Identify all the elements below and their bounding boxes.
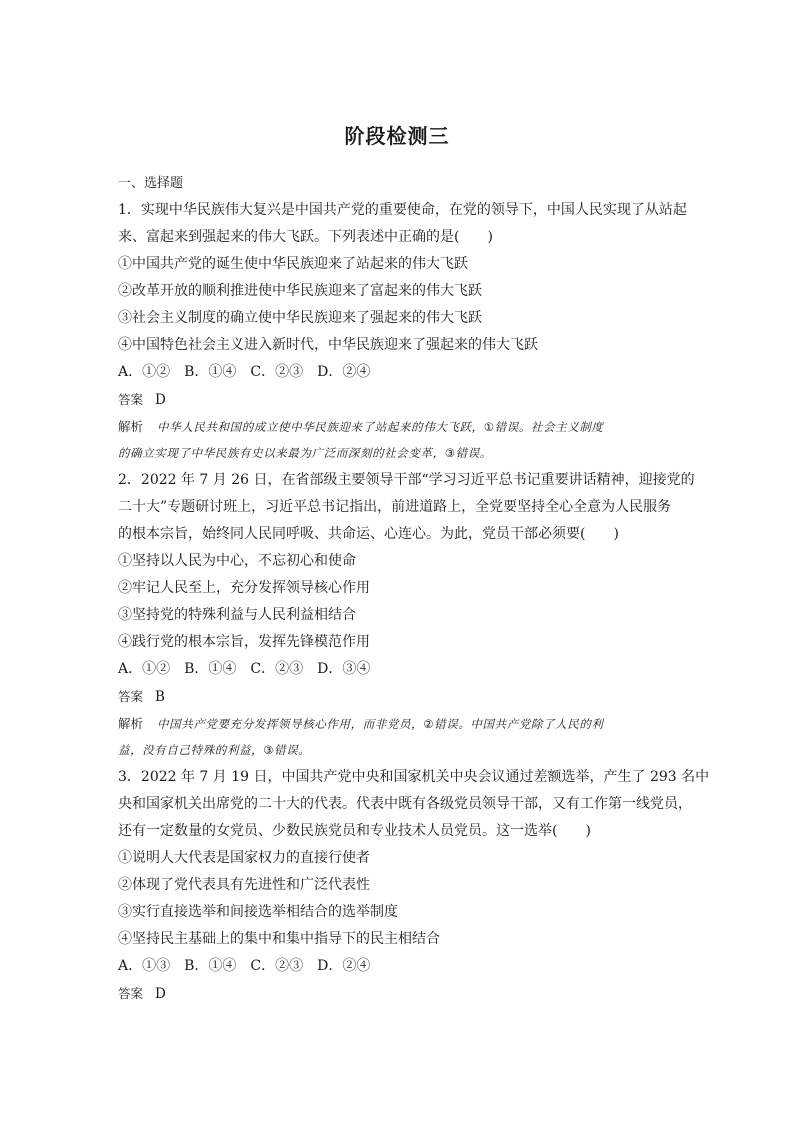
analysis-text: 中国共产党要充分发挥领导核心作用，而非党员，②错误。中国共产党除了人民的利 (157, 717, 604, 731)
analysis-line: 益，没有自己特殊的利益，③错误。 (118, 743, 311, 757)
answer-value: B (155, 689, 165, 705)
option-item: ①说明人大代表是国家权力的直接行使者 (118, 850, 370, 866)
answer-choices: A．①② B．①④ C．②③ D．③④ (118, 661, 371, 677)
answer-choices: A．①② B．①④ C．②③ D．②④ (118, 364, 371, 380)
answer-choices: A．①③ B．①④ C．②③ D．②④ (118, 958, 371, 974)
question-stem-line: 央和国家机关出席党的二十大的代表。代表中既有各级党员领导干部，又有工作第一线党员， (118, 796, 692, 812)
answer-row (118, 683, 678, 710)
option-item: ③实行直接选举和间接选举相结合的选举制度 (118, 904, 398, 920)
question-1 (118, 197, 687, 467)
question-2 (118, 467, 695, 764)
option-item: ③坚持党的特殊利益与人民利益相结合 (118, 607, 356, 623)
option-item: ①坚持以人民为中心，不忘初心和使命 (118, 553, 356, 569)
answer-row (118, 386, 678, 413)
option-item: ②体现了党代表具有先进性和广泛代表性 (118, 877, 370, 893)
answer-value: D (155, 986, 166, 1002)
analysis-line (118, 710, 678, 737)
question-3 (118, 764, 710, 1007)
section-heading: 一、选择题 (118, 176, 184, 191)
option-item: ①中国共产党的诞生使中华民族迎来了站起来的伟大飞跃 (118, 256, 468, 272)
question-stem-line: 2．2022 年 7 月 26 日，在省部级主要领导干部“学习习近平总书记重要讲话精神，迎接党的 (118, 472, 695, 488)
option-item: ④践行党的根本宗旨，发挥先锋模范作用 (118, 634, 370, 650)
option-item: ③社会主义制度的确立使中华民族迎来了强起来的伟大飞跃 (118, 310, 482, 326)
question-stem-line: 来、富起来到强起来的伟大飞跃。下列表述中正确的是( ) (118, 229, 493, 245)
answer-label: 答案 (118, 986, 144, 1001)
answer-value: D (155, 392, 166, 408)
analysis-line (118, 413, 678, 440)
document-body (118, 170, 710, 1007)
option-item: ②改革开放的顺利推进使中华民族迎来了富起来的伟大飞跃 (118, 283, 482, 299)
answer-label: 答案 (118, 392, 144, 407)
option-item: ②牢记人民至上，充分发挥领导核心作用 (118, 580, 370, 596)
page-title: 阶段检测三 (344, 124, 450, 148)
question-stem-line: 1．实现中华民族伟大复兴是中国共产党的重要使命，在党的领导下，中国人民实现了从站起 (118, 202, 687, 218)
analysis-label: 解析 (118, 716, 144, 731)
answer-label: 答案 (118, 689, 144, 704)
option-item: ④中国特色社会主义进入新时代，中华民族迎来了强起来的伟大飞跃 (118, 337, 538, 353)
analysis-label: 解析 (118, 419, 144, 434)
question-stem-line: 的根本宗旨，始终同人民同呼吸、共命运、心连心。为此，党员干部必须要( ) (118, 526, 619, 542)
question-stem-line: 二十大”专题研讨班上，习近平总书记指出，前进道路上，全党要坚持全心全意为人民服务 (118, 499, 672, 515)
question-stem-line: 还有一定数量的女党员、少数民族党员和专业技术人员党员。这一选举( ) (118, 823, 591, 839)
answer-row (118, 980, 678, 1007)
option-item: ④坚持民主基础上的集中和集中指导下的民主相结合 (118, 931, 440, 947)
analysis-text: 中华人民共和国的成立使中华民族迎来了站起来的伟大飞跃，①错误。社会主义制度 (157, 420, 604, 434)
analysis-line: 的确立实现了中华民族有史以来最为广泛而深刻的社会变革，③错误。 (118, 446, 492, 460)
question-stem-line: 3．2022 年 7 月 19 日，中国共产党中央和国家机关中央会议通过差额选举，产生了 293 名中 (118, 769, 710, 785)
